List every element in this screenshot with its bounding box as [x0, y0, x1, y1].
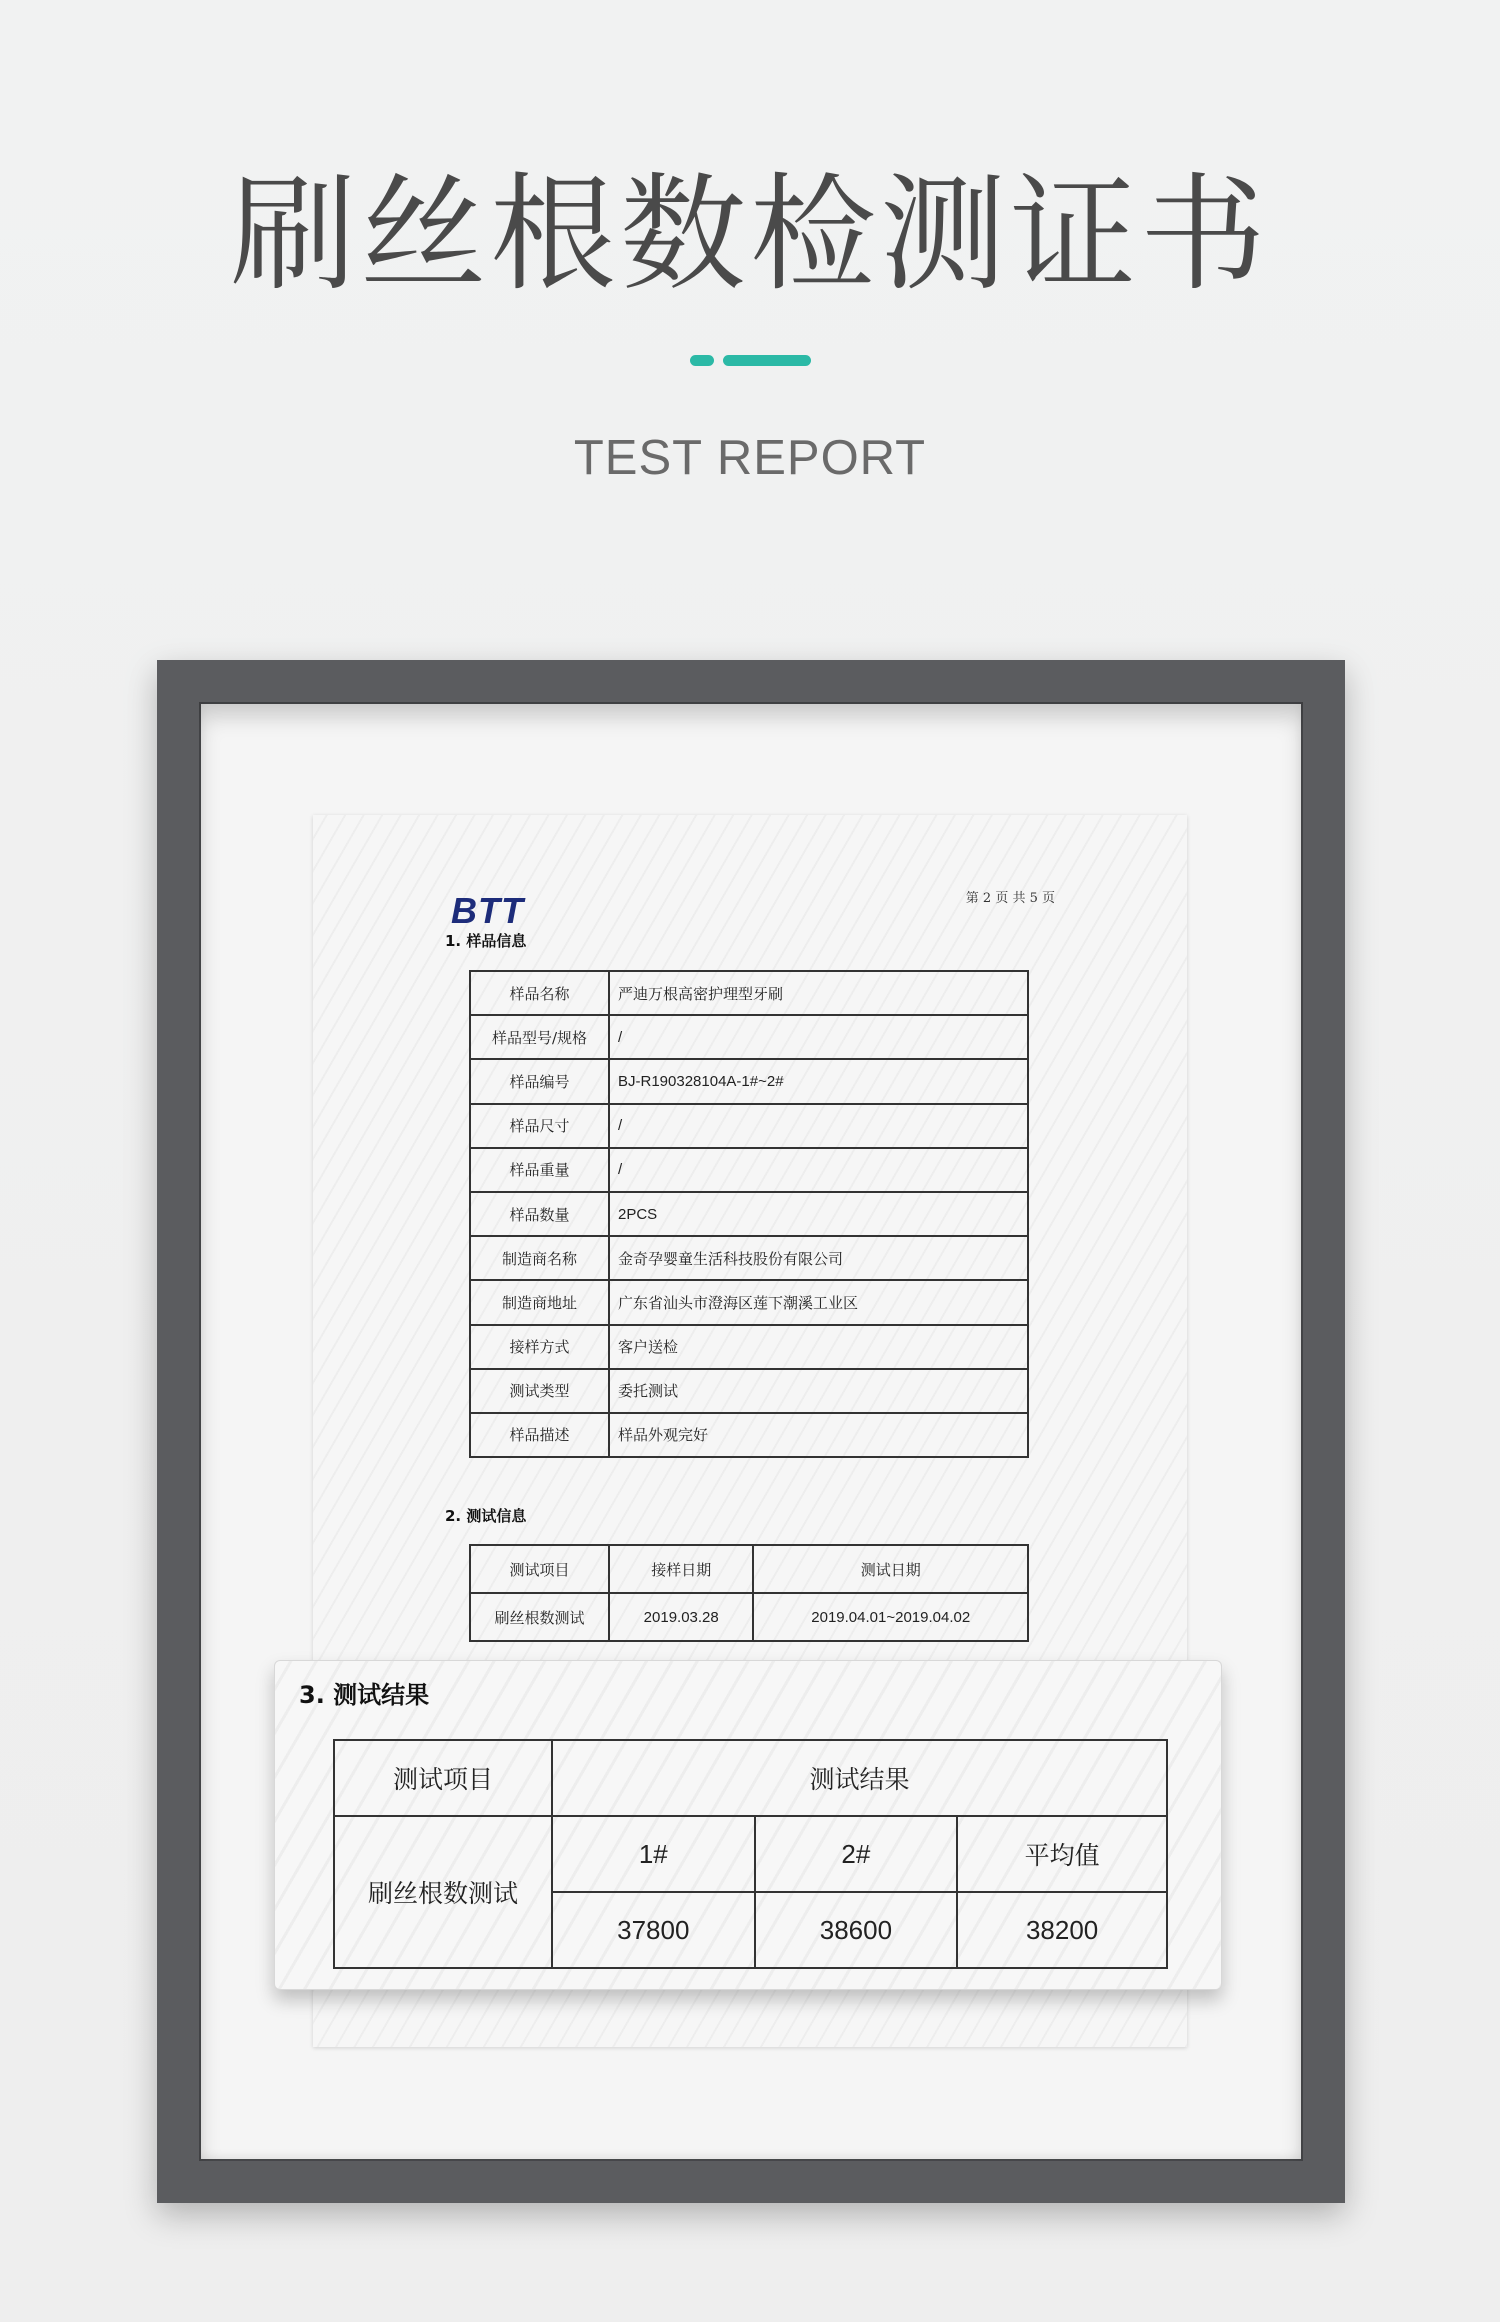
table-row — [470, 971, 1028, 1015]
info-value: / — [609, 1104, 1028, 1148]
info-value: 样品外观完好 — [609, 1413, 1028, 1457]
info-label: 制造商地址 — [470, 1280, 609, 1324]
accent-dash-short — [690, 355, 714, 366]
column-header: 接样日期 — [609, 1545, 753, 1593]
table-row — [470, 1104, 1028, 1148]
info-value: / — [609, 1148, 1028, 1192]
info-value: / — [609, 1015, 1028, 1059]
info-value: 严迪万根高密护理型牙刷 — [609, 971, 1028, 1015]
table-row — [470, 1325, 1028, 1369]
accent-dash-long — [723, 355, 811, 366]
table-row — [470, 1280, 1028, 1324]
test-results-table — [333, 1739, 1168, 1969]
table-header-row — [470, 1545, 1028, 1593]
table-header-row — [334, 1740, 1167, 1816]
info-label: 样品编号 — [470, 1059, 609, 1103]
table-row — [470, 1593, 1028, 1641]
column-header-test-result: 测试结果 — [552, 1740, 1167, 1816]
table-row — [470, 1059, 1028, 1103]
column-header: 测试项目 — [470, 1545, 609, 1593]
section-heading-test-info: 2. 测试信息 — [445, 1507, 527, 1525]
table-row — [470, 1369, 1028, 1413]
table-row — [470, 1413, 1028, 1457]
column-header-test-item: 测试项目 — [334, 1740, 552, 1816]
result-value: 38600 — [755, 1892, 958, 1968]
section-heading-sample-info: 1. 样品信息 — [445, 932, 527, 950]
table-row — [470, 1192, 1028, 1236]
result-value: 38200 — [957, 1892, 1167, 1968]
btt-logo: BTT — [451, 890, 524, 931]
test-results-card — [274, 1660, 1222, 1990]
table-row — [334, 1816, 1167, 1892]
sample-header: 2# — [755, 1816, 958, 1892]
table-cell: 刷丝根数测试 — [470, 1593, 609, 1641]
info-label: 接样方式 — [470, 1325, 609, 1369]
table-row — [470, 1236, 1028, 1280]
info-value: 委托测试 — [609, 1369, 1028, 1413]
info-label: 样品重量 — [470, 1148, 609, 1192]
result-value: 37800 — [552, 1892, 755, 1968]
test-info-table — [469, 1544, 1029, 1642]
page-indicator: 第 2 页 共 5 页 — [965, 891, 1055, 906]
info-value: 2PCS — [609, 1192, 1028, 1236]
column-header: 测试日期 — [753, 1545, 1028, 1593]
info-value: 金奇孕婴童生活科技股份有限公司 — [609, 1236, 1028, 1280]
info-label: 样品尺寸 — [470, 1104, 609, 1148]
info-label: 样品型号/规格 — [470, 1015, 609, 1059]
info-label: 测试类型 — [470, 1369, 609, 1413]
table-cell: 2019.04.01~2019.04.02 — [753, 1593, 1028, 1641]
table-cell: 2019.03.28 — [609, 1593, 753, 1641]
info-label: 样品描述 — [470, 1413, 609, 1457]
test-item-name: 刷丝根数测试 — [334, 1816, 552, 1968]
info-label: 样品数量 — [470, 1192, 609, 1236]
info-label: 样品名称 — [470, 971, 609, 1015]
info-value: 广东省汕头市澄海区莲下潮溪工业区 — [609, 1280, 1028, 1324]
table-row — [470, 1015, 1028, 1059]
info-label: 制造商名称 — [470, 1236, 609, 1280]
page-subtitle: TEST REPORT — [573, 431, 927, 485]
info-value: BJ-R190328104A-1#~2# — [609, 1059, 1028, 1103]
sample-header: 1# — [552, 1816, 755, 1892]
info-value: 客户送检 — [609, 1325, 1028, 1369]
average-header: 平均值 — [957, 1816, 1167, 1892]
page-title: 刷丝根数检测证书 — [230, 161, 1270, 308]
section-heading-test-results: 3. 测试结果 — [299, 1681, 430, 1709]
sample-info-table — [469, 970, 1029, 1458]
table-row — [470, 1148, 1028, 1192]
